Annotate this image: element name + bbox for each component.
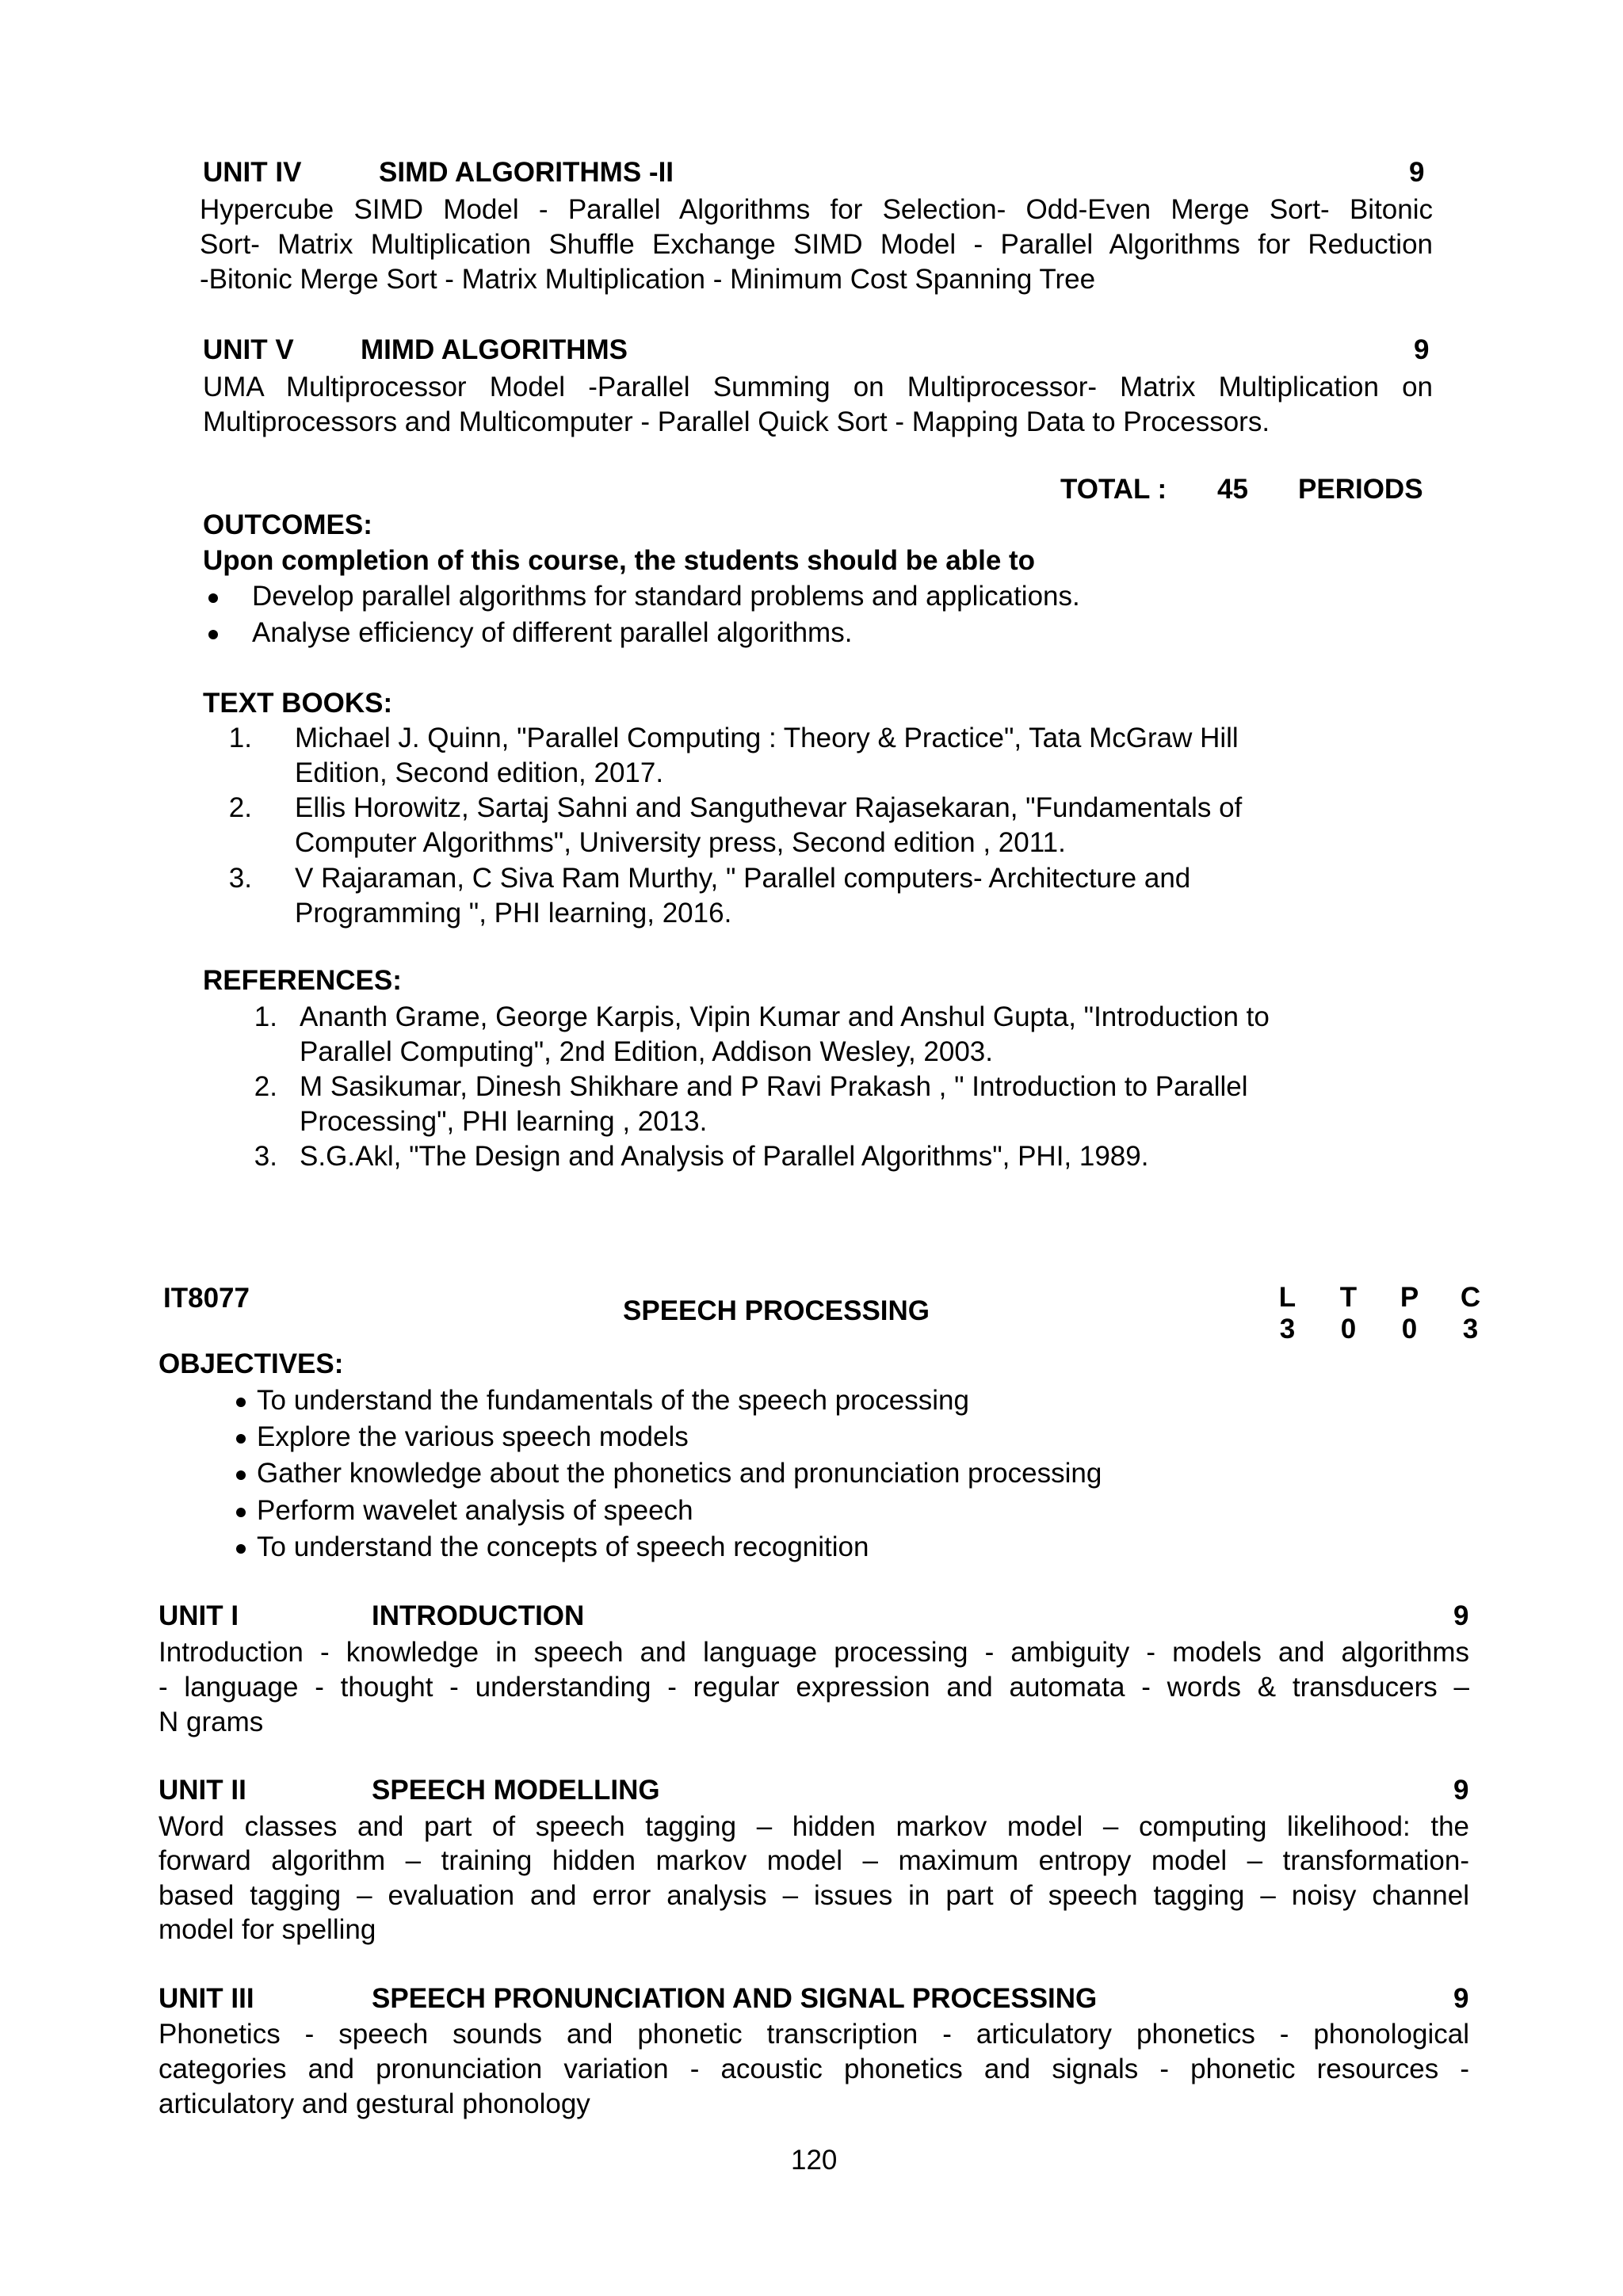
unit-v-label: UNIT V xyxy=(203,334,294,365)
unit-ii-label: UNIT II xyxy=(158,1775,246,1806)
unit-v-title: MIMD ALGORITHMS xyxy=(361,334,628,365)
outcome-item-1: Develop parallel algorithms for standard problems and applications. xyxy=(252,581,1080,612)
objective-item-2: Explore the various speech models xyxy=(257,1421,689,1452)
reference-3-line-1: S.G.Akl, "The Design and Analysis of Parallel Algorithms", PHI, 1989. xyxy=(300,1141,1149,1172)
unit-iii-line-2: categories and pronunciation variation - acoustic phonetics and signals - phonetic resources - xyxy=(158,2054,1469,2084)
ltpc-value-p: 0 xyxy=(1401,1314,1418,1344)
unit-v-line-1: UMA Multiprocessor Model -Parallel Summing on Multiprocessor- Matrix Multiplication on xyxy=(203,372,1433,402)
objective-bullet-4 xyxy=(236,1493,246,1528)
text-book-3-num: 3. xyxy=(228,863,252,894)
ltpc-header-p: P xyxy=(1400,1282,1419,1313)
unit-iv-line-1: Hypercube SIMD Model - Parallel Algorithms for Selection- Odd-Even Merge Sort- Bitonic xyxy=(200,194,1433,225)
reference-3-num: 3. xyxy=(254,1141,277,1172)
unit-i-line-2: - language - thought - understanding - regular expression and automata - words & transducers – xyxy=(158,1672,1469,1703)
ltpc-header-t: T xyxy=(1339,1282,1358,1313)
reference-2-num: 2. xyxy=(254,1071,277,1102)
total-unit: PERIODS xyxy=(1298,474,1423,505)
ltpc-header-l: L xyxy=(1278,1282,1296,1313)
ltpc-value-t: 0 xyxy=(1340,1314,1357,1344)
unit-iii-label: UNIT III xyxy=(158,1983,254,2014)
unit-i-label: UNIT I xyxy=(158,1600,239,1631)
ltpc-header-c: C xyxy=(1460,1282,1481,1313)
unit-ii-line-4: model for spelling xyxy=(158,1914,376,1945)
objective-bullet-5 xyxy=(236,1530,246,1565)
references-heading: REFERENCES: xyxy=(203,965,402,996)
objective-bullet-1 xyxy=(236,1383,246,1418)
text-book-1-line-2: Edition, Second edition, 2017. xyxy=(295,757,664,788)
unit-iii-hours: 9 xyxy=(1453,1983,1469,2014)
reference-2-line-1: M Sasikumar, Dinesh Shikhare and P Ravi Prakash , " Introduction to Parallel xyxy=(300,1071,1248,1102)
reference-1-line-2: Parallel Computing", 2nd Edition, Addison Wesley, 2003. xyxy=(300,1036,993,1067)
unit-iii-title: SPEECH PRONUNCIATION AND SIGNAL PROCESSING xyxy=(372,1983,1098,2014)
unit-iv-line-2: Sort- Matrix Multiplication Shuffle Exchange SIMD Model - Parallel Algorithms for Reduction xyxy=(200,229,1433,260)
ltpc-values xyxy=(1257,1312,1501,1347)
course-title: SPEECH PROCESSING xyxy=(623,1295,930,1326)
unit-iii-line-3: articulatory and gestural phonology xyxy=(158,2088,590,2119)
text-book-3-line-1: V Rajaraman, C Siva Ram Murthy, " Parallel computers- Architecture and xyxy=(295,863,1191,894)
total-value: 45 xyxy=(1217,474,1248,505)
unit-i-line-3: N grams xyxy=(158,1707,264,1737)
unit-ii-hours: 9 xyxy=(1453,1775,1469,1806)
outcomes-heading: OUTCOMES: xyxy=(203,509,372,540)
reference-2-line-2: Processing", PHI learning , 2013. xyxy=(300,1106,708,1137)
text-book-3-line-2: Programming ", PHI learning, 2016. xyxy=(295,898,732,929)
reference-1-num: 1. xyxy=(254,1001,277,1032)
text-book-1-num: 1. xyxy=(228,723,252,753)
objective-item-3: Gather knowledge about the phonetics and pronunciation processing xyxy=(257,1458,1102,1489)
unit-iv-line-3: -Bitonic Merge Sort - Matrix Multiplication - Minimum Cost Spanning Tree xyxy=(200,264,1096,295)
objective-item-5: To understand the concepts of speech recognition xyxy=(257,1531,869,1562)
course-code: IT8077 xyxy=(163,1283,250,1314)
outcomes-intro: Upon completion of this course, the students should be able to xyxy=(203,545,1036,576)
objective-item-1: To understand the fundamentals of the speech processing xyxy=(257,1385,969,1416)
ltpc-value-c: 3 xyxy=(1462,1314,1479,1344)
unit-iv-title: SIMD ALGORITHMS -II xyxy=(379,157,674,188)
page-number: 120 xyxy=(791,2145,838,2176)
total-label: TOTAL : xyxy=(1060,474,1167,505)
unit-iv-label: UNIT IV xyxy=(203,157,302,188)
text-book-2-line-2: Computer Algorithms", University press, Second edition , 2011. xyxy=(295,827,1066,858)
objective-bullet-3 xyxy=(236,1456,246,1491)
unit-i-hours: 9 xyxy=(1453,1600,1469,1631)
ltpc-value-l: 3 xyxy=(1279,1314,1296,1344)
text-book-2-line-1: Ellis Horowitz, Sartaj Sahni and Sanguthevar Rajasekaran, "Fundamentals of xyxy=(295,792,1243,823)
outcome-item-2: Analyse efficiency of different parallel algorithms. xyxy=(252,617,853,648)
unit-ii-line-1: Word classes and part of speech tagging – hidden markov model – computing likelihood: the xyxy=(158,1811,1469,1842)
unit-ii-line-3: based tagging – evaluation and error analysis – issues in part of speech tagging – noisy channel xyxy=(158,1880,1469,1911)
reference-1-line-1: Ananth Grame, George Karpis, Vipin Kumar and Anshul Gupta, "Introduction to xyxy=(300,1001,1270,1032)
objective-bullet-2 xyxy=(236,1420,246,1455)
outcome-bullet-2 xyxy=(208,616,218,650)
ltpc-headers xyxy=(1257,1280,1501,1315)
unit-i-title: INTRODUCTION xyxy=(372,1600,585,1631)
unit-ii-line-2: forward algorithm – training hidden markov model – maximum entropy model – transformation- xyxy=(158,1845,1469,1876)
unit-ii-title: SPEECH MODELLING xyxy=(372,1775,660,1806)
objective-item-4: Perform wavelet analysis of speech xyxy=(257,1495,693,1526)
unit-iv-hours: 9 xyxy=(1409,157,1425,188)
text-book-2-num: 2. xyxy=(228,792,252,823)
unit-i-line-1: Introduction - knowledge in speech and language processing - ambiguity - models and algorithms xyxy=(158,1637,1469,1668)
objectives-heading: OBJECTIVES: xyxy=(158,1348,344,1379)
unit-v-line-2: Multiprocessors and Multicomputer - Parallel Quick Sort - Mapping Data to Processors. xyxy=(203,406,1270,437)
unit-iii-line-1: Phonetics - speech sounds and phonetic transcription - articulatory phonetics - phonological xyxy=(158,2019,1469,2050)
outcome-bullet-1 xyxy=(208,579,218,614)
unit-v-hours: 9 xyxy=(1414,334,1430,365)
text-books-heading: TEXT BOOKS: xyxy=(203,688,393,719)
text-book-1-line-1: Michael J. Quinn, "Parallel Computing : Theory & Practice", Tata McGraw Hill xyxy=(295,723,1239,753)
